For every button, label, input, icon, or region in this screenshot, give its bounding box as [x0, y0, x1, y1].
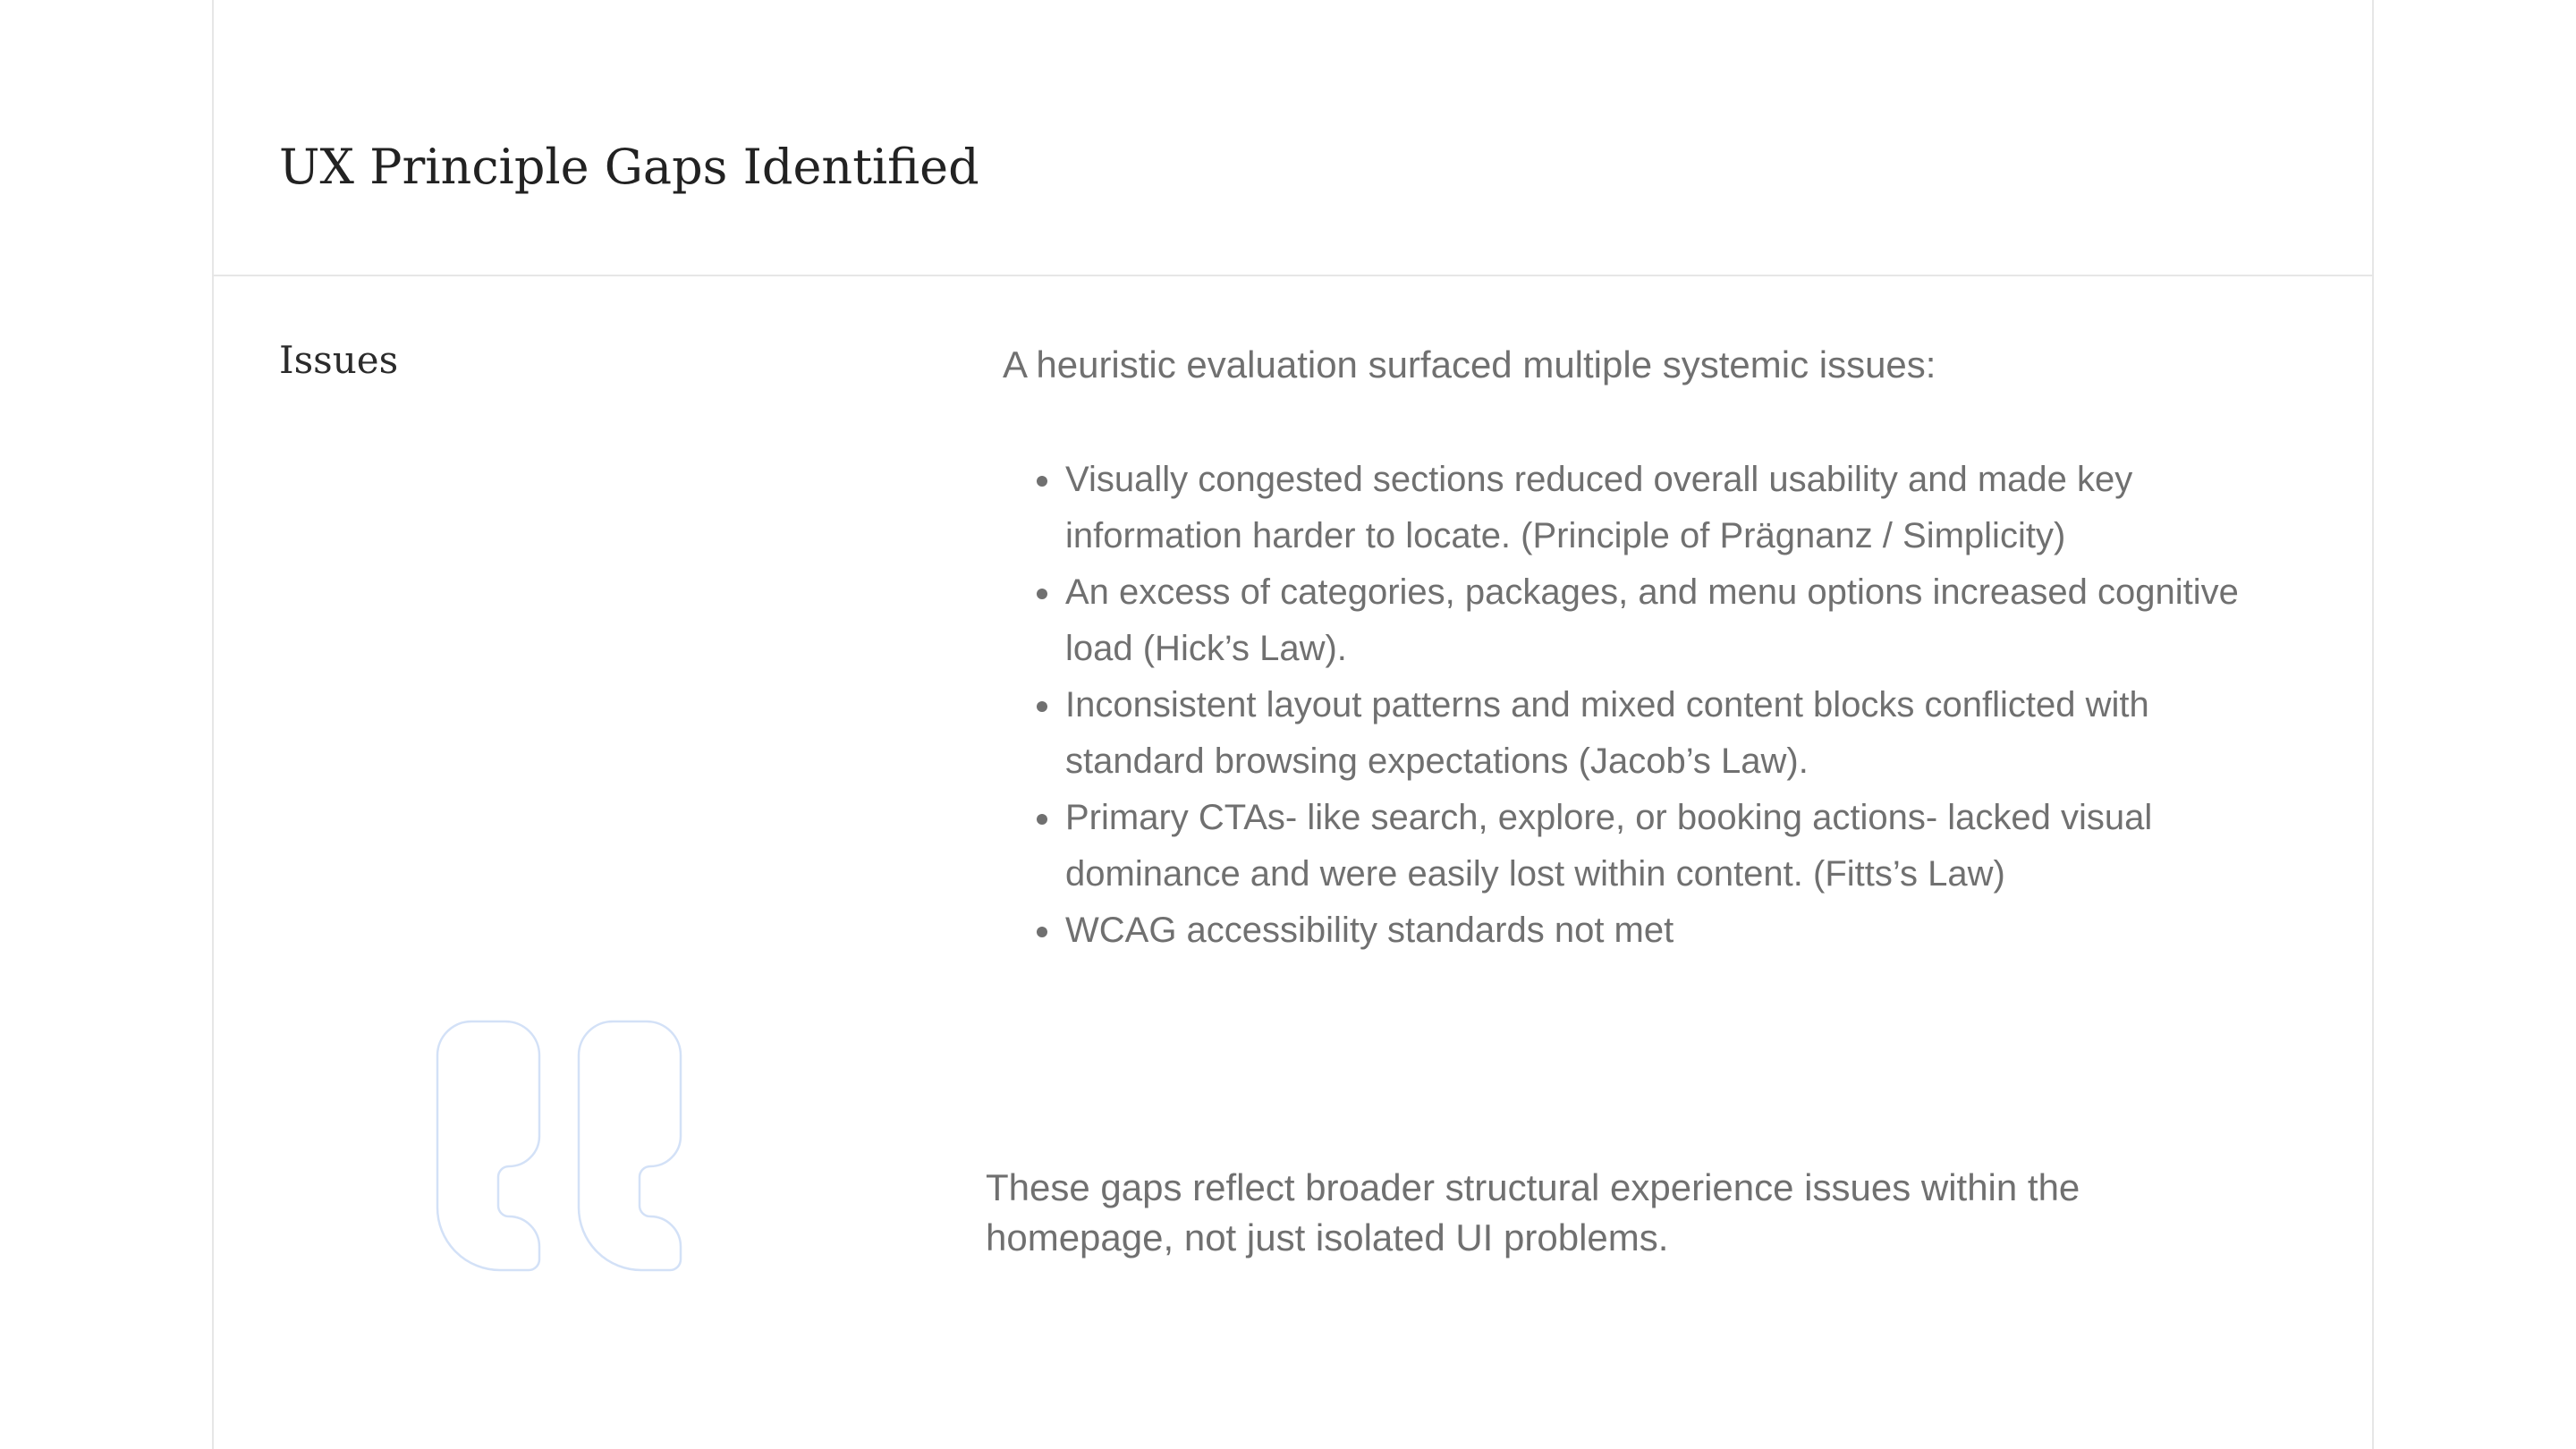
section-label-issues: Issues	[279, 338, 399, 382]
content-card	[212, 0, 2374, 1449]
list-item: • WCAG accessibility standards not met	[1063, 902, 2273, 959]
page-title: UX Principle Gaps Identified	[279, 139, 979, 195]
list-item: • Primary CTAs- like search, explore, or booking actions- lacked visual dominance and were easily lost within content. (Fitts’s Law)	[1063, 790, 2273, 902]
page-header	[214, 0, 2372, 276]
list-item: • Inconsistent layout patterns and mixed content blocks conflicted with standard browsing expectations (Jacob’s Law).	[1063, 677, 2273, 790]
quote-text: These gaps reflect broader structural experience issues within the homepage, not just isolated UI problems.	[986, 1166, 2080, 1258]
list-item: • Visually congested sections reduced overall usability and made key information harder to locate. (Principle of Prägnanz / Simplicity)	[1063, 452, 2273, 564]
list-item: • An excess of categories, packages, and menu options increased cognitive load (Hick’s Law).	[1063, 564, 2273, 677]
issue-list	[1003, 452, 2273, 959]
quote-icon	[419, 1011, 690, 1279]
issues-intro: A heuristic evaluation surfaced multiple systemic issues:	[1003, 343, 1936, 386]
